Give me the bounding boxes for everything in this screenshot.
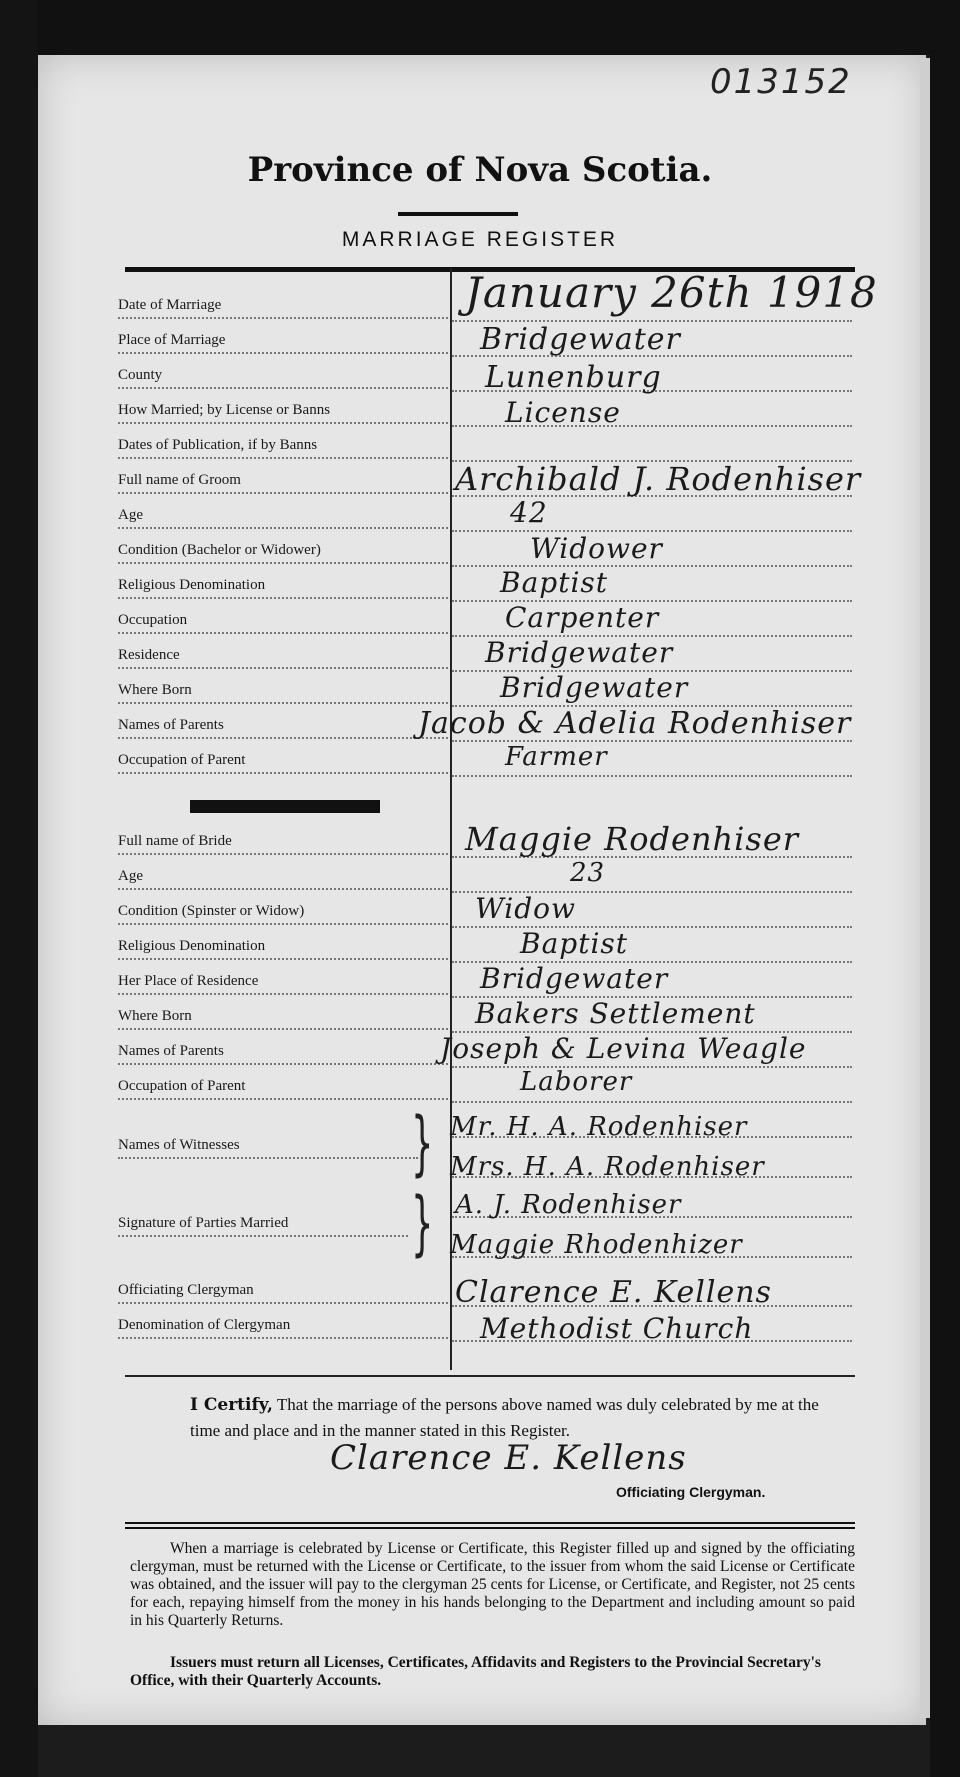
handwritten-place: Bridgewater <box>480 322 681 357</box>
handwritten-date: January 26th 1918 <box>465 268 878 317</box>
double-rule-top <box>125 1522 855 1524</box>
handwritten-groom-birthplace: Bridgewater <box>500 671 689 704</box>
form-title: Province of Nova Scotia. <box>247 150 713 190</box>
handwritten-groom-religion: Baptist <box>500 566 609 599</box>
field-label: Her Place of Residence <box>118 973 448 1003</box>
field-label: Religious Denomination <box>118 938 448 968</box>
handwritten-county: Lunenburg <box>485 360 662 395</box>
column-divider <box>450 268 452 1370</box>
handwritten-bride-condition: Widow <box>475 892 576 925</box>
field-label: Occupation <box>118 612 448 642</box>
field-label: Dates of Publication, if by Banns <box>118 437 448 467</box>
instructions-note: When a marriage is celebrated by License or Certificate, this Register filled up and signed by the officiating clergyman, must be returned with the License or Certificate, to the issuer from whom the said License or Certificate was obtained, and the issuer will pay to the clergyman 25 cents for License, or Certificate, and Register, not 25 cents for each, repaying himself from the money in his hands belonging to the Department and including amount so paid in his Quarterly Returns. <box>130 1540 855 1629</box>
handwritten-groom-parent-occupation: Farmer <box>505 742 608 772</box>
certification-text <box>190 1392 840 1444</box>
microfilm-border-left <box>0 0 38 1777</box>
field-label: Residence <box>118 647 448 677</box>
field-label: Occupation of Parent <box>118 752 448 782</box>
handwritten-witness-1: Mr. H. A. Rodenhiser <box>450 1112 748 1142</box>
handwritten-signature-bride: Maggie Rhodenhizer <box>450 1230 743 1260</box>
field-label: Age <box>118 507 448 537</box>
field-label: Religious Denomination <box>118 577 448 607</box>
clergy-signature-label: Officiating Clergyman. <box>616 1484 766 1500</box>
certify-body: That the marriage of the persons above named was duly celebrated by me at the time and place and in the manner stated in this Register. <box>190 1395 819 1440</box>
field-label: Date of Marriage <box>118 297 448 327</box>
field-label: Officiating Clergyman <box>118 1282 448 1312</box>
field-label: Names of Parents <box>118 1043 448 1073</box>
witnesses-brace: } <box>411 1102 434 1184</box>
handwritten-denomination: Methodist Church <box>480 1312 754 1345</box>
microfilm-border-right <box>930 0 960 1777</box>
witnesses-label: Names of Witnesses <box>118 1137 418 1167</box>
field-label: Condition (Bachelor or Widower) <box>118 542 448 572</box>
signature-label: Signature of Parties Married <box>118 1215 408 1245</box>
document-number: 013152 <box>710 62 852 102</box>
handwritten-bride-birthplace: Bakers Settlement <box>475 997 756 1030</box>
handwritten-groom-name: Archibald J. Rodenhiser <box>455 460 862 498</box>
certification-rule <box>125 1375 855 1377</box>
field-label: Where Born <box>118 682 448 712</box>
answer-line <box>452 775 852 777</box>
form-subtitle: MARRIAGE REGISTER <box>341 228 619 251</box>
field-label: Condition (Spinster or Widow) <box>118 903 448 933</box>
handwritten-groom-residence: Bridgewater <box>485 636 674 669</box>
answer-line <box>452 1101 852 1103</box>
certify-heading: I Certify, <box>190 1395 273 1415</box>
paper-edge <box>920 58 930 1718</box>
handwritten-bride-age: 23 <box>570 858 606 888</box>
handwritten-bride-religion: Baptist <box>520 927 629 960</box>
title-rule <box>398 212 518 216</box>
handwritten-bride-parent-occupation: Laborer <box>520 1067 633 1097</box>
field-label: Occupation of Parent <box>118 1078 448 1108</box>
field-label: Where Born <box>118 1008 448 1038</box>
handwritten-clergyman: Clarence E. Kellens <box>455 1275 772 1310</box>
handwritten-bride-residence: Bridgewater <box>480 962 669 995</box>
clergy-signature: Clarence E. Kellens <box>330 1438 687 1478</box>
issuers-note: Issuers must return all Licenses, Certificates, Affidavits and Registers to the Provincial Secretary's Office, with their Quarterly Accounts. <box>130 1654 821 1689</box>
handwritten-groom-condition: Widower <box>530 532 663 565</box>
field-label: Place of Marriage <box>118 332 448 362</box>
handwritten-groom-age: 42 <box>510 496 548 529</box>
field-label: Names of Parents <box>118 717 448 747</box>
handwritten-license: License <box>505 396 621 429</box>
field-label: How Married; by License or Banns <box>118 402 448 432</box>
field-label: Full name of Bride <box>118 833 448 863</box>
handwritten-bride-parents: Joseph & Levina Weagle <box>440 1032 807 1065</box>
handwritten-signature-groom: A. J. Rodenhiser <box>455 1190 682 1220</box>
answer-line <box>452 926 852 928</box>
field-label: County <box>118 367 448 397</box>
double-rule-bottom <box>125 1527 855 1529</box>
field-label: Age <box>118 868 448 898</box>
handwritten-bride-name: Maggie Rodenhiser <box>465 820 800 858</box>
handwritten-witness-2: Mrs. H. A. Rodenhiser <box>450 1152 765 1182</box>
field-label: Denomination of Clergyman <box>118 1317 448 1347</box>
handwritten-groom-parents: Jacob & Adelia Rodenhiser <box>418 706 852 741</box>
field-label: Full name of Groom <box>118 472 448 502</box>
signature-brace: } <box>411 1182 434 1264</box>
handwritten-groom-occupation: Carpenter <box>505 601 660 634</box>
microfilm-border-top <box>0 0 960 55</box>
section-divider-bar <box>190 800 380 813</box>
answer-line <box>452 1066 852 1068</box>
